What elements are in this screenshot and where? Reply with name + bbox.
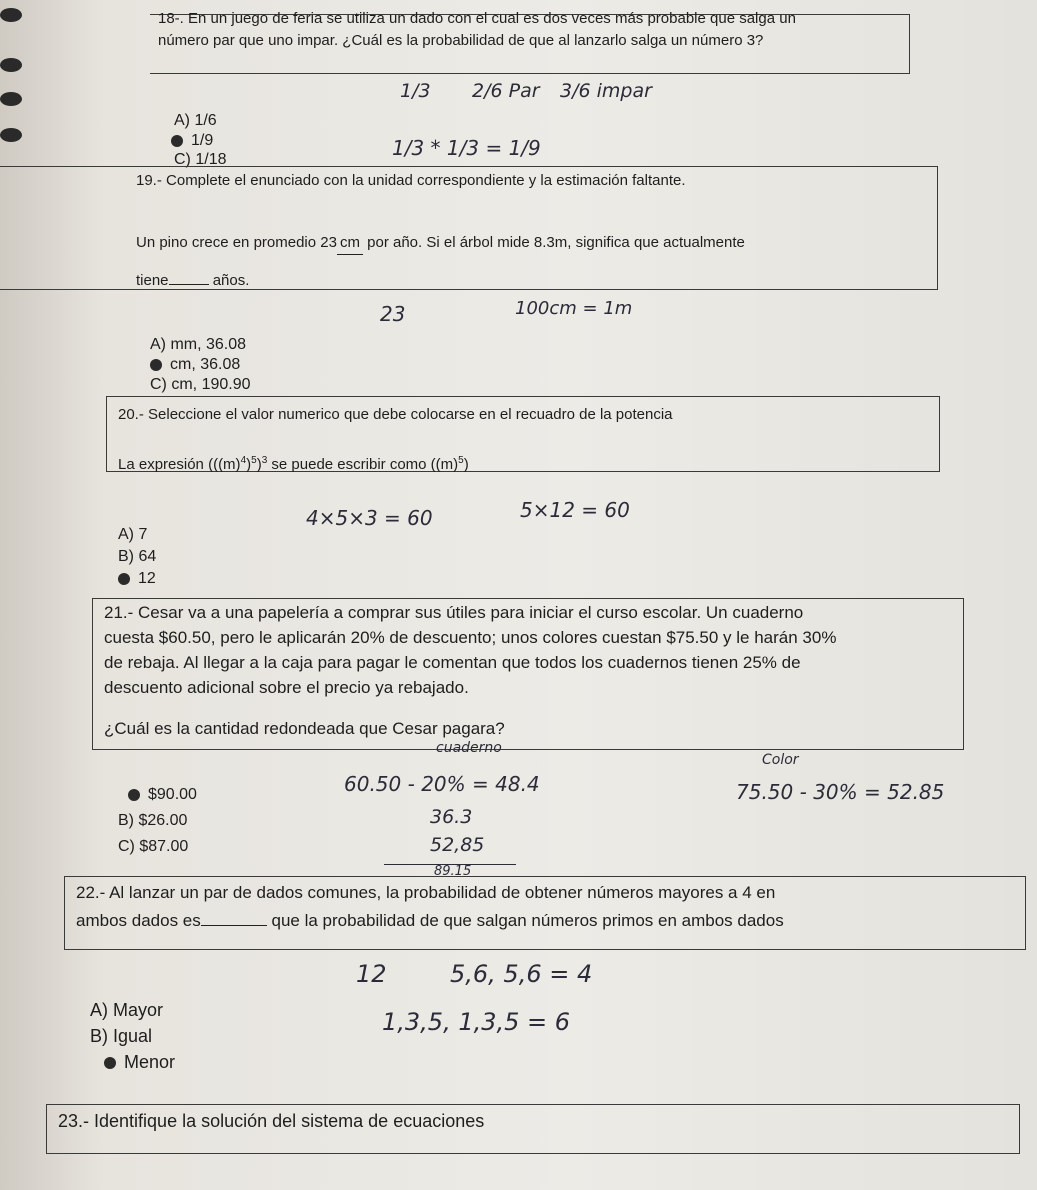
binder-hole xyxy=(0,128,22,142)
q21-line4: descuento adicional sobre el precio ya rebajado. xyxy=(104,678,469,697)
filled-bubble-icon xyxy=(104,1057,116,1069)
q18-option-c[interactable]: C) 1/18 xyxy=(174,151,227,168)
q21-question: ¿Cuál es la cantidad redondeada que Cesar pagara? xyxy=(104,719,505,738)
q21-hand-note: 75.50 - 30% = 52.85 xyxy=(736,780,945,804)
q19-option-c[interactable]: C) cm, 190.90 xyxy=(150,376,251,393)
q23-title: 23.- Identifique la solución del sistema de ecuaciones xyxy=(58,1111,485,1131)
q21-hand-note: 60.50 - 20% = 48.4 xyxy=(344,772,540,796)
q21-option-c[interactable]: C) $87.00 xyxy=(118,838,189,855)
q18-line1: 18-. En un juego de feria se utiliza un dado con el cual es dos veces más probable que salga un xyxy=(158,10,796,27)
q20-expression: La expresión $(((m)^4)^5)^3$ se puede escribir como $((m)^5)$ xyxy=(118,455,469,473)
q19-title: 19.- Complete el enunciado con la unidad correspondiente y la estimación faltante. xyxy=(136,172,686,189)
q20-hand-note: 4×5×3 = 60 xyxy=(306,506,433,530)
q19-blank-years[interactable] xyxy=(169,284,209,285)
q18-hand-note: 3/6 impar xyxy=(560,80,652,102)
q21-line1: 21.- Cesar va a una papelería a comprar sus útiles para iniciar el curso escolar. Un cuaderno xyxy=(104,603,804,622)
q22-hand-note: 12 xyxy=(356,960,387,988)
q21-line3: de rebaja. Al llegar a la caja para pagar le comentan que todos los cuadernos tienen 25% de xyxy=(104,653,801,672)
q22-line2: ambos dados es que la probabilidad de que salgan números primos en ambos dados xyxy=(76,911,784,930)
filled-bubble-icon xyxy=(118,573,130,585)
binder-hole xyxy=(0,58,22,72)
q19-blank-unit[interactable]: cm xyxy=(337,232,363,255)
q18-hand-note: 1/3 xyxy=(400,80,431,102)
filled-bubble-icon xyxy=(150,359,162,371)
q19-hand-note: 100cm = 1m xyxy=(515,298,633,319)
q21-line2: cuesta $60.50, pero le aplicarán 20% de descuento; unos colores cuestan $75.50 y le harán 30% xyxy=(104,628,837,647)
filled-bubble-icon xyxy=(171,135,183,147)
q21-hand-note: 52,85 xyxy=(430,834,485,856)
q18-option-b[interactable]: 1/9 xyxy=(171,132,213,150)
q20-option-b[interactable]: B) 64 xyxy=(118,548,157,565)
q18-hand-note: 2/6 Par xyxy=(472,80,540,102)
q21-hand-note: cuaderno xyxy=(436,740,502,756)
q19-option-a[interactable]: A) mm, 36.08 xyxy=(150,336,247,353)
q19-hand-note: 23 xyxy=(380,302,406,326)
q18-line2: número par que uno impar. ¿Cuál es la probabilidad de que al lanzarlo salga un número 3? xyxy=(158,32,764,49)
q21-hand-note: 36.3 xyxy=(430,806,473,828)
binder-hole xyxy=(0,92,22,106)
q22-hand-note: 1,3,5, 1,3,5 = 6 xyxy=(382,1008,571,1036)
q20-title: 20.- Seleccione el valor numerico que debe colocarse en el recuadro de la potencia xyxy=(118,406,673,423)
q19-line2: tiene años. xyxy=(136,272,250,289)
filled-bubble-icon xyxy=(128,789,140,801)
q20-option-c[interactable]: 12 xyxy=(118,570,156,588)
q22-option-b[interactable]: B) Igual xyxy=(90,1026,153,1046)
q21-hand-note: 89.15 xyxy=(434,864,472,879)
q21-option-b[interactable]: B) $26.00 xyxy=(118,812,188,829)
q18-option-a[interactable]: A) 1/6 xyxy=(174,112,217,129)
q19-line1: Un pino crece en promedio 23 cm por año. Si el árbol mide 8.3m, significa que actualmente xyxy=(136,232,745,255)
q22-blank[interactable] xyxy=(201,925,267,926)
q21-option-a[interactable]: $90.00 xyxy=(128,786,197,804)
q22-hand-note: 5,6, 5,6 = 4 xyxy=(450,960,593,988)
q22-option-a[interactable]: A) Mayor xyxy=(90,1000,164,1020)
q22-line1: 22.- Al lanzar un par de dados comunes, la probabilidad de obtener números mayores a 4 en xyxy=(76,883,776,902)
q20-hand-note: 5×12 = 60 xyxy=(520,498,630,522)
q19-option-b[interactable]: cm, 36.08 xyxy=(150,356,240,374)
q21-hand-note: Color xyxy=(762,752,799,768)
q20-option-a[interactable]: A) 7 xyxy=(118,526,148,543)
binder-hole xyxy=(0,8,22,22)
q18-hand-note: 1/3 * 1/3 = 1/9 xyxy=(392,136,541,160)
q22-option-c[interactable]: Menor xyxy=(104,1052,175,1073)
